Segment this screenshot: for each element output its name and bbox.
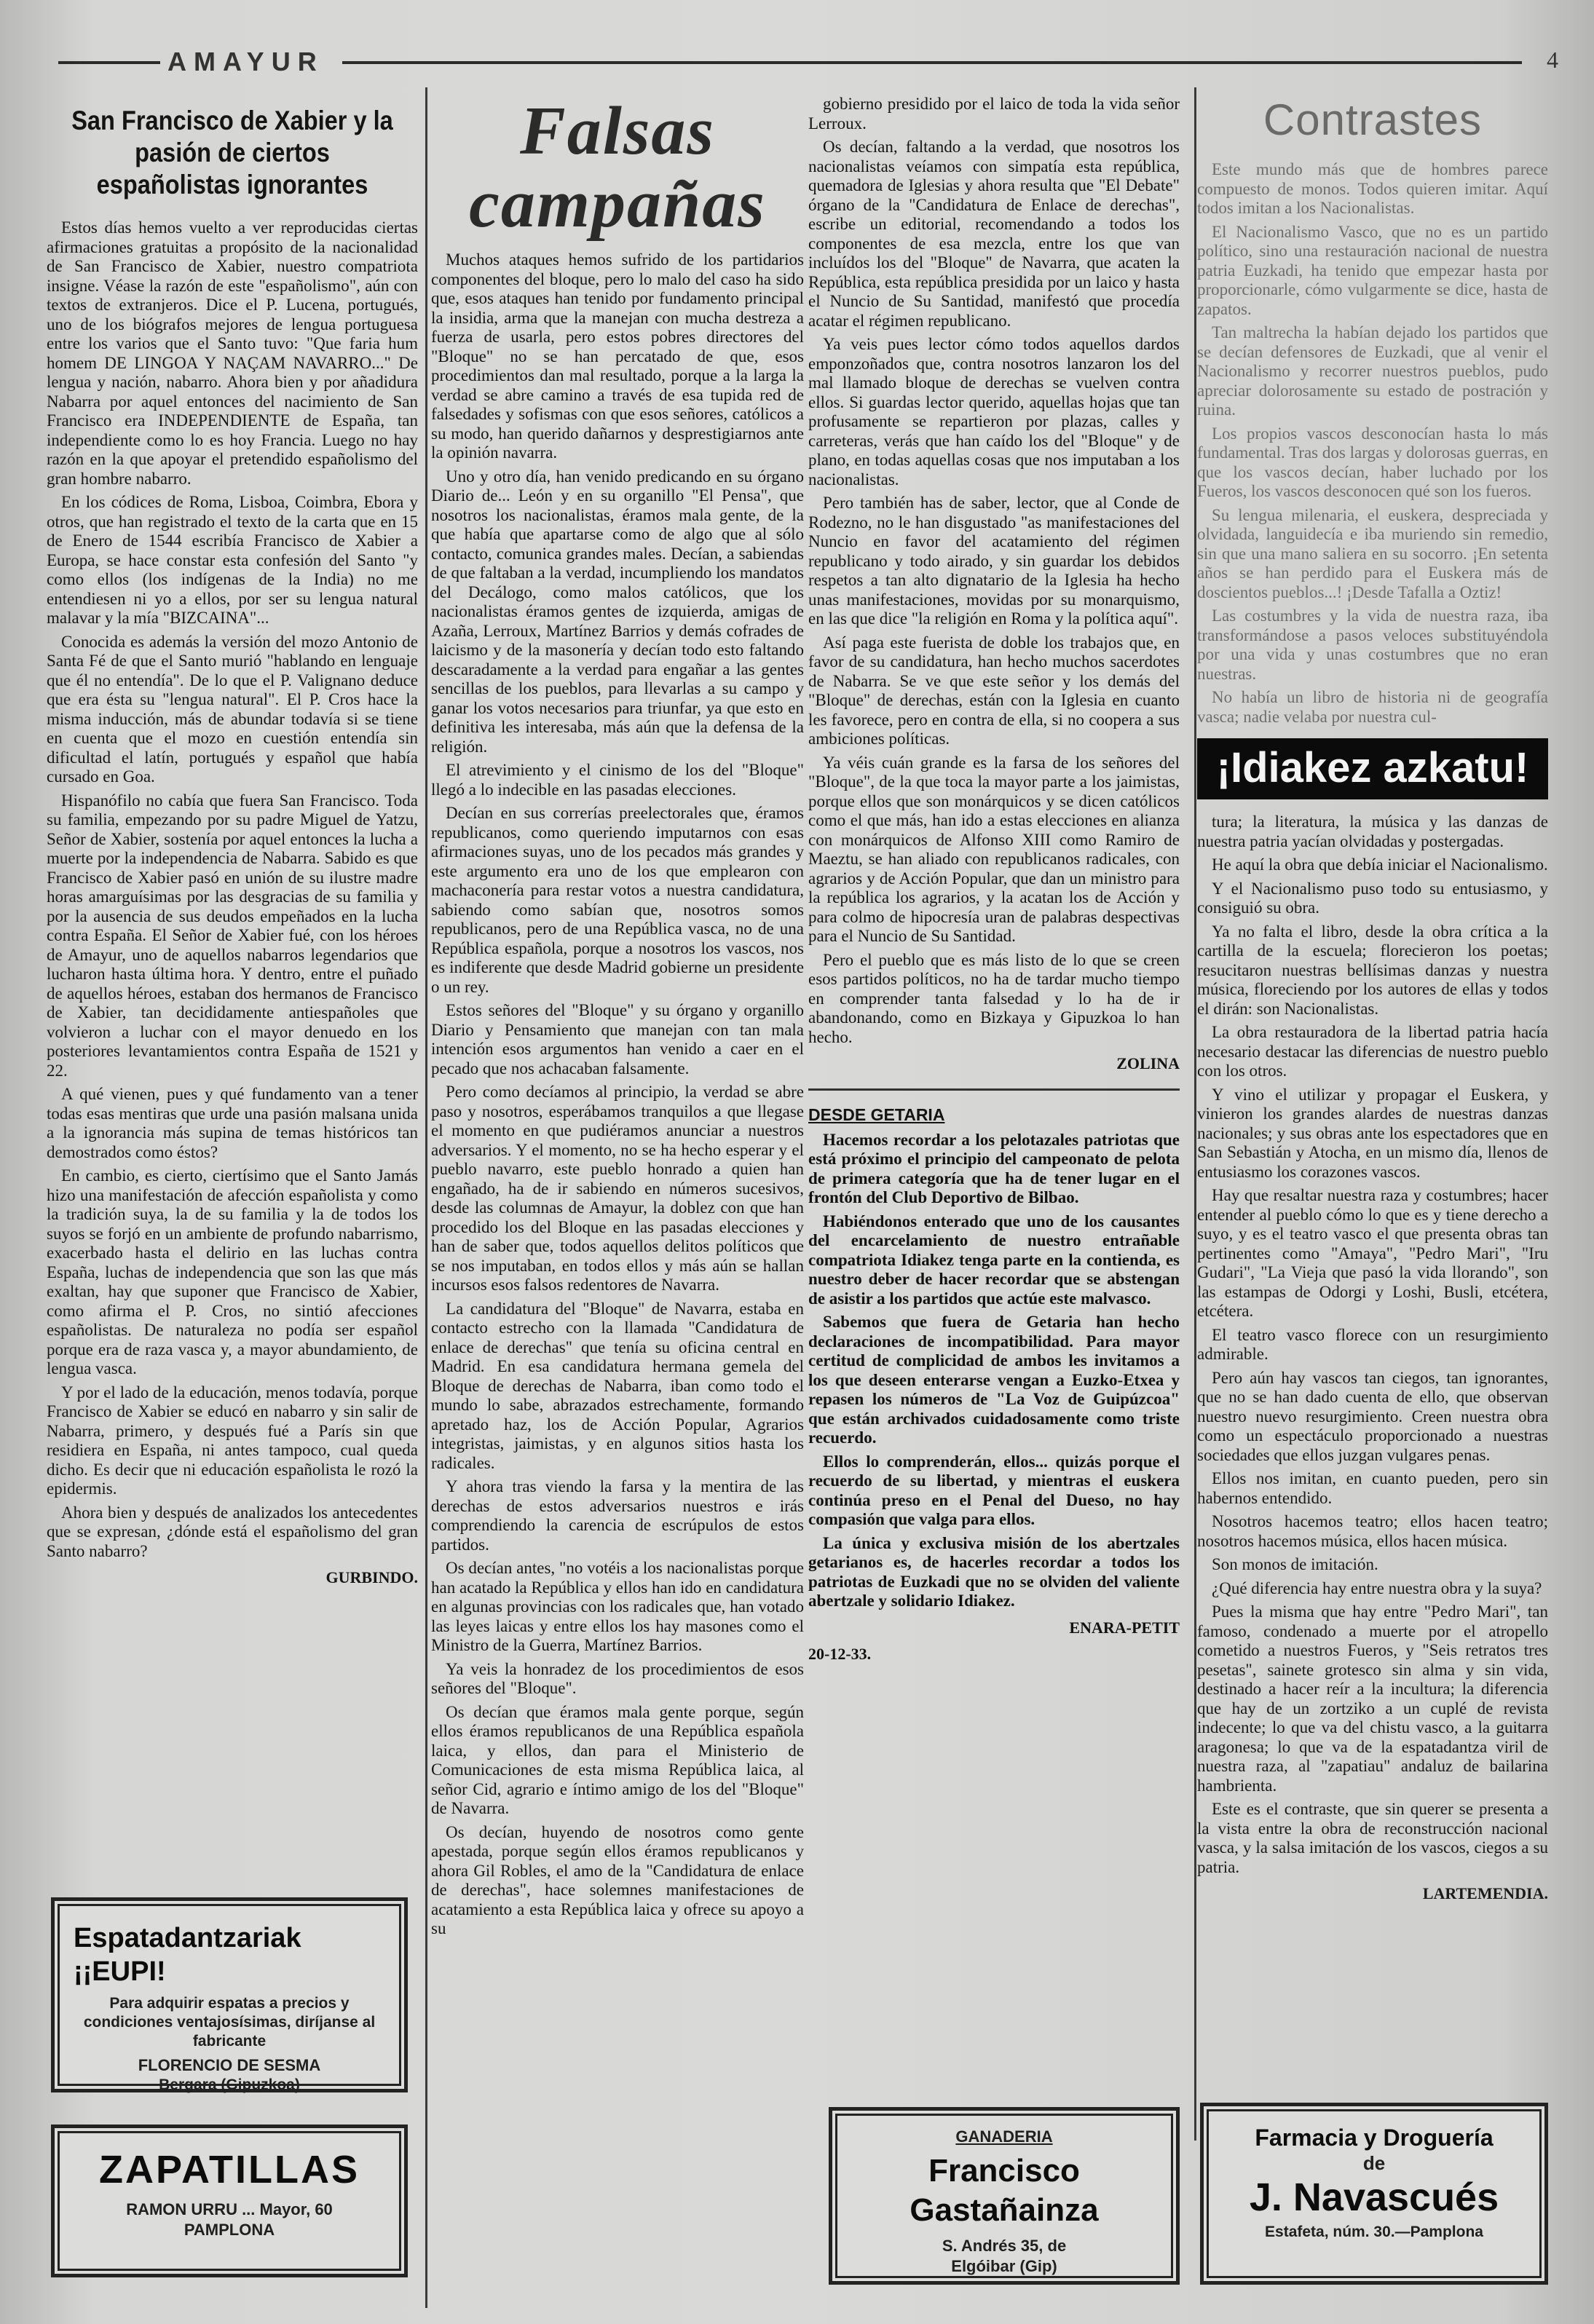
section-title: DESDE GETARIA [808, 1104, 945, 1124]
paragraph: Estos señores del "Bloque" y su órgano y organillo Diario y Pensamiento que manejan con tan mala intención esos argumentos han venido a caer en el pecado que nos achacaban falsamente. [431, 1001, 804, 1078]
page-number: 4 [1547, 47, 1558, 73]
article-signature: LARTEMENDIA. [1422, 1884, 1548, 1902]
ad-text: Bergara (Gipuzkoa) [159, 2076, 300, 2093]
article-headline: San Francisco de Xabier y la pasión de ciertos españolistas ignorantes [71, 106, 393, 199]
ad-text: GANADERIA [955, 2127, 1053, 2146]
paragraph: tura; la literatura, la música y las danzas de nuestra patria yacían olvidadas y postergadas. [1197, 813, 1548, 850]
ad-title: Farmacia y Droguería [1255, 2125, 1494, 2151]
paragraph: Sabemos que fuera de Getaria han hecho declaraciones de incompatibilidad. Para mayor certitud de complicidad de ambos les invitamos a los que deseen enterarse vengan a Euzko-Etxea y repasen los números de "La Voz de Guipúzcoa" que están archivados cuidadosamente como triste recuerdo. [808, 1313, 1180, 1447]
paragraph: Hacemos recordar a los pelotazales patriotas que está próximo el principio del campeonato de pelota de primera categoría que ha de tener lugar en el frontón del Club Deportivo de Bilbao. [808, 1130, 1180, 1206]
article-body [1197, 813, 1548, 1904]
article-body [431, 250, 804, 1939]
paragraph: Ya véis cuán grande es la farsa de los señores del "Bloque", de la que toca la mayor parte a los jaimistas, porque ellos que son monárquicos y se dicen católicos como el que más, han ido a estas elecciones en alianza con monárquicos de Alfonso XIII como Ramiro de Maeztu, se han aliado con republicanos radicales, con agrarios y de Acción Popular, que dan un ministro para la república los agrarios, y la acatan los de Acción y para colmo de hipocresía uran de palabras despectivas para el Nuncio de Su Santidad. [808, 753, 1180, 945]
paragraph: Ya veis pues lector cómo todos aquellos dardos emponzoñados que, contra nosotros lanzaron los del mal llamado bloque de derechas se vuelven contra ellos. Si guardas lector querido, aquellas hojas que tan profusamente se repartieron por plazas, calles y carreteras, verás que han caído los del "Bloque" y de plano, en todas aquellas cosas que nos imputaban a los nacionalistas. [808, 335, 1180, 489]
section-date: 20-12-33. [808, 1645, 872, 1663]
paragraph: Pero también has de saber, lector, que al Conde de Rodezno, no le han disgustado "as manifestaciones del Nuncio en favor del acatamiento del régimen republicano y todo airado, y sin guardar los debidos respetos a tan alto dignatario de la Iglesia ha hecho unas manifestaciones, movidas por su monarquismo, en las que dice "la religión en Roma y la política aquí". [808, 494, 1180, 628]
paragraph: Muchos ataques hemos sufrido de los partidarios componentes del bloque, pero lo malo del caso ha sido que, esos ataques han tenido por fundamento principal la insidia, arma que la manejan con mucha destreza a fuerza de usarla, pero estos pobres directores del "Bloque" no se han percatado de que, esos procedimientos dan mal resultado, porque a la larga la verdad se abre camino a través de esa tupida red de falsedades y sofismas con que esos señores, católicos a su modo, han querido dañarnos y desprestigiarnos ante la opinión navarra. [431, 250, 804, 462]
paragraph: He aquí la obra que debía iniciar el Nacionalismo. [1212, 855, 1548, 874]
paragraph: Ellos lo comprenderán, ellos... quizás porque el recuerdo de su libertad, y mientras el euskera continúa preso en el Penal del Dueso, no hay compasión que valga para ellos. [808, 1452, 1180, 1528]
advertisement-espatadantzariak [51, 1897, 408, 2092]
ad-title: Francisco Gastañainza [910, 2153, 1099, 2228]
paragraph: Os decían que éramos mala gente porque, según ellos éramos republicanos de una República española laica, y ellos, dan para el Ministerio de Comunicaciones de esta misma República laica, al señor Cid, agrario e íntimo amigo de los del "Bloque" de Navarra. [431, 1702, 804, 1817]
paragraph: Este mundo más que de hombres parece compuesto de monos. Todos quieren imitar. Aquí todos imitan a los Nacionalistas. [1197, 160, 1548, 217]
paragraph: Las costumbres y la vida de nuestra raza, iba transformándose a pasos veloces substituyéndola por una vida y unas costumbres que no eran nuestras. [1197, 606, 1548, 683]
column-3 [808, 95, 1180, 2155]
paragraph: Os decían antes, "no votéis a los nacionalistas porque han acatado la República y ellos han ido en candidatura en algunas provincias con los radicales que, han votado las leyes laicas y entre ellos los hay masones como el Ministro de la Guerra, Martínez Barrios. [431, 1559, 804, 1654]
paragraph: gobierno presidido por el laico de toda la vida señor Lerroux. [808, 95, 1180, 133]
paragraph: El teatro vasco florece con un resurgimiento admirable. [1197, 1325, 1548, 1363]
masthead-rule-left [58, 61, 160, 64]
paragraph: A qué vienen, pues y qué fundamento van a tener todas esas mentiras que urde una pasión malsana unida a la ignorancia más supina de temas históricos tan demostrados como éstos? [47, 1085, 418, 1161]
section-signature: ENARA-PETIT [1069, 1618, 1180, 1637]
paragraph: Tan maltrecha la habían dejado los partidos que se decían defensores de Euzkadi, que al venir el Nacionalismo y recorrer nuestros pueblos, pudo apreciar dolorosamente su estado de postración y ruina. [1197, 323, 1548, 419]
banner-headline: ¡Idiakez azkatu! [1197, 738, 1548, 799]
advertisement-navascues [1200, 2103, 1548, 2285]
paragraph: Así paga este fuerista de doble los trabajos que, en favor de su candidatura, han hecho muchos sacerdotes de Nabarra. Se ve que este señor y los demás del "Bloque" de derechas, están con la Iglesia en cuanto les favorece, pero en contra de ella, si no coopera a sus ambiciones políticas. [808, 633, 1180, 748]
ad-text: FLORENCIO DE SESMA [138, 2056, 321, 2074]
paragraph: Pero aún hay vascos tan ciegos, tan ignorantes, que no se han dado cuenta de ello, que observan nuestro nuevo resurgimiento. Creen nuestra obra como un espectáculo proporcionado a nuestras sociedades que ellos juzgan vulgares penas. [1197, 1368, 1548, 1464]
article-signature: ZOLINA [1116, 1054, 1180, 1072]
paragraph: Pero el pueblo que es más listo de lo que se creen esos partidos políticos, no ha de tardar mucho tiempo en comprender tanta falsedad y lo ha de ir abandonando, como en Bizkaya y Gipuzkoa lo han hecho. [808, 950, 1180, 1046]
paragraph: Ya veis la honradez de los procedimientos de esos señores del "Bloque". [431, 1659, 804, 1697]
paragraph: La única y exclusiva misión de los abertzales getarianos es, de hacerles recordar a todos los patriotas de Euzkadi que no se olviden del valiente abertzale y solidario Idiakez. [808, 1533, 1180, 1610]
ad-text: RAMON URRU ... Mayor, 60 [126, 2200, 333, 2218]
paragraph: Y ahora tras viendo la farsa y la mentira de las derechas de estos adversarios nuestros e irás comprendiendo la carencia de escrúpulos de estos partidos. [431, 1477, 804, 1554]
ad-title: Espatadantzariak ¡¡EUPI! [74, 1923, 301, 1987]
advertisement-gastanainza [829, 2107, 1180, 2285]
paragraph: Ellos nos imitan, en cuanto pueden, pero sin habernos entendido. [1197, 1469, 1548, 1507]
paragraph: Conocida es además la versión del mozo Antonio de Santa Fé de que el Santo murió "hablando en lenguaje que él no entendía". De lo que el P. Valignano deduce que era ésta su "lengua natural". El P. Cros hace la misma inducción, más de abundar todavía si se tiene en cuenta que el mozo en cuestión entendía sin dificultad el latín, portugués y español que había cursado en Goa. [47, 632, 418, 786]
section-body [808, 1131, 1180, 1664]
paragraph: ¿Qué diferencia hay entre nuestra obra y la suya? [1212, 1578, 1542, 1597]
paragraph: No había un libro de historia ni de geografía vasca; nadie velaba por nuestra cul- [1197, 688, 1548, 726]
paragraph: Ahora bien y después de analizados los antecedentes que se expresan, ¿dónde está el españolismo del gran Santo nabarro? [47, 1503, 418, 1560]
paragraph: La candidatura del "Bloque" de Navarra, estaba en contacto estrecho con la llamada "Candidatura de enlace de derechas" que tenía su oficina central en Madrid. En esa candidatura hermana gemela del Bloque de derechas de Nabarra, iban como todo el mundo lo sabe, abrazados estrechamente, formando apretado haz, los de Acción Popular, Agrarios integristas, jaimistas, y en algunos sitios hasta los radicales. [431, 1299, 804, 1472]
paragraph: Su lengua milenaria, el euskera, despreciada y olvidada, languidecía e iba muriendo sin remedio, sin que una mano saliera en su socorro. ¡En setenta años se han perdido para el Euskera más de doscientos pueblos...! ¡Desde Tafalla a Oztiz! [1197, 505, 1548, 601]
ad-text: PAMPLONA [184, 2221, 275, 2239]
ad-text: Para adquirir espatas a precios y condiciones ventajosísimas, diríjanse al fabricante [83, 1995, 376, 2050]
paragraph: Y el Nacionalismo puso todo su entusiasmo, y consiguió su obra. [1197, 879, 1548, 917]
paragraph: Ya no falta el libro, desde la obra crítica a la cartilla de la escuela; florecieron los poetas; resucitaron nuestras bellísimas danzas y nuestra música, floreciendo por los autores de ellas y todos el dirán: son Nacionalistas. [1197, 922, 1548, 1018]
column-4 [1197, 95, 1548, 2060]
article-body-continued [808, 95, 1180, 1074]
paragraph: Decían en sus correrías preelectorales que, éramos republicanos, como queriendo imputarnos con esas afirmaciones suyas, uno de los pecados más grandes y este argumento era uno de los que emplearon con machaconería para restar votos a nuestra candidatura, sabiendo como sabían que, nosotros somos republicanos, pero de una República vasca, no de una República española, porque a nosotros los vascos, nos es indiferente que desde Madrid gobierne un presidente o un rey. [431, 804, 804, 996]
paragraph: Nosotros hacemos teatro; ellos hacen teatro; nosotros hacemos música, ellos hacen música. [1197, 1512, 1548, 1550]
ad-text: Elgóibar (Gip) [951, 2257, 1057, 2275]
article-headline: Falsas campañas [469, 95, 766, 242]
masthead [58, 47, 1558, 79]
paragraph: El Nacionalismo Vasco, que no es un partido político, sino una restauración nacional de nuestra patria Euzkadi, ha tenido que empezar hasta por proporcionarle, cómo vulgarmente se dice, hasta de zapatos. [1197, 222, 1548, 318]
paragraph: La obra restauradora de la libertad patria hacía necesario destacar las diferencias de nuestro pueblo con los otros. [1197, 1023, 1548, 1080]
column-2 [431, 95, 804, 2293]
paragraph: Hispanófilo no cabía que fuera San Francisco. Toda su familia, empezando por su padre Miguel de Yatzu, Señor de Xabier, sostenía por aquel entonces la lucha a muerte por la independencia de Nabarra. Sabido es que Francisco de Xabier pasó en unión de su ilustre madre horas amarguísimas por las desgracias de su familia y por la ausencia de sus deudos empeñados en la lucha contra España. El Señor de Xabier fué, con los héroes de Amayur, uno de aquellos nabarros legendarios que lucharon hasta última hora. Y dentro, entre el puñado de aquellos héroes, estaban dos hermanos de Francisco de Xabier, tan decididamente antiespañoles que volvieron a luchar con el mayor denuedo en los posteriores levantamientos contra España de 1521 y 22. [47, 791, 418, 1080]
article-body [47, 218, 418, 1588]
paragraph: Y vino el utilizar y propagar el Euskera, y vinieron los grandes alardes de nuestras danzas nacionales; y sus obras ante los espectadores que en San Sebastián y Atocha, en un mismo día, llenos de entusiasmo los corazones vascos. [1197, 1085, 1548, 1181]
ad-title: J. Navascués [1249, 2175, 1499, 2219]
paragraph: En los códices de Roma, Lisboa, Coimbra, Ebora y otros, que han registrado el texto de la carta que en 15 de Enero de 1544 escribía Francisco de Xabier a Europa, se hace constar esta confesión del Santo "y como ellos (los indígenas de la India) no me entendiesen ni yo a ellos, por ser su lengua natural malavar y la mía "BIZCAINA"... [47, 493, 418, 627]
paragraph: Habiéndonos enterado que uno de los causantes del encarcelamiento de nuestro entrañable compatriota Idiakez tenga parte en la contienda, es nuestro deber de hacer recordar que se abstengan de asistir a los partidos que actúe este malvasco. [808, 1212, 1180, 1308]
column-1 [47, 95, 418, 1871]
column-divider [425, 87, 427, 2308]
column-divider [1194, 87, 1196, 2141]
ad-text: Estafeta, núm. 30.—Pamplona [1265, 2224, 1483, 2240]
article-signature: GURBINDO. [325, 1568, 418, 1586]
ad-title: ZAPATILLAS [99, 2148, 360, 2191]
section-divider [808, 1088, 1180, 1091]
masthead-rule-right [342, 61, 1522, 64]
paragraph: En cambio, es cierto, ciertísimo que el Santo Jamás hizo una manifestación de afección españolista y como la tradición suya, la de su familia y la de todos los suyos se forjó en un ambiente de profundo nabarrismo, exacerbado hasta el delirio en las luchas contra España, luchas de independencia que son las que más exaltan, hay que suponer que Francisco de Xabier, como afirma el P. Cros, no sintió afecciones españolistas. De naturaleza no podía ser español porque era de raza vasca y, a mayor abundamiento, de lengua vasca. [47, 1166, 418, 1378]
paragraph: Hay que resaltar nuestra raza y costumbres; hacer entender al pueblo cómo lo que es y tiene derecho a suyo, y es el teatro vasco el que presenta obras tan pertinentes como "Amaya", "Pedro Mari", "Iru Gudari", "La Vieja que pasó la vida llorando", son las estampas de Odorgi y Loshi, Busli, etcétera, etcétera. [1197, 1186, 1548, 1320]
article-body [1197, 160, 1548, 727]
paragraph: Pues la misma que hay entre "Pedro Mari", tan famoso, condenado a muerte por el atropello cometido a nuestros Fueros, y "Seis retratos tres pesetas", sainete grotesco sin alma y sin vida, destinado a hacer reír a la incultura; la diferencia que hay de un zortziko a un cuplé de revista indecente; lo que va del chistu vasco, a la guitarra aragonesa; lo que va de la espatadantza viril de nuestra raza, al "zapatiau" andaluz de bailarina hambrienta. [1197, 1602, 1548, 1795]
paragraph: Los propios vascos desconocían hasta lo más fundamental. Tras dos largas y dolorosas guerras, en que los vascos decían, haber luchado por los Fueros, los vascos desconocen qué son los fueros. [1197, 424, 1548, 500]
paragraph: Este es el contraste, que sin querer se presenta a la vista entre la obra de reconstrucción nacional vasca, y la salsa imitación de los vascos, ciegos a su patria. [1197, 1800, 1548, 1876]
masthead-title: AMAYUR [167, 47, 324, 76]
paragraph: Estos días hemos vuelto a ver reproducidas ciertas afirmaciones gratuitas a propósito de la nacionalidad de San Francisco de Xabier, nuestro compatriota insigne. Véase la razón de este "españolismo", aún con textos de extranjeros. Dice el P. Lucena, portugués, uno de los biógrafos mejores de lengua portuguesa entre los varios que el Santo tuvo: "Que faria hum homem DE LINGOA Y NAÇAM NAVARRO..." De lengua y nación, nabarro. Ahora bien y por añadidura Nabarra por aquel entonces del nacimiento de San Francisco era INDEPENDIENTE de España, tan independiente como lo es hoy Francia. Luego no hay razón en la que apoyar el pretendido españolismo del gran hombre nabarro. [47, 218, 418, 488]
ad-text: S. Andrés 35, de [942, 2237, 1067, 2255]
ad-text: de [1362, 2152, 1386, 2174]
article-headline: Contrastes [1263, 95, 1483, 144]
paragraph: Pero como decíamos al principio, la verdad se abre paso y nosotros, esperábamos tranquilos a que llegase el momento en que pudiéramos anunciar a nuestros adversarios. Y el momento, no se ha hecho esperar y el pueblo navarro, este pueblo honrado a quien han engañado, ha de ir sabiendo en números sucesivos, desde las columnas de Amayur, la doblez con que han procedido los del Bloque en las pasadas elecciones y han de saber que, todos aquellos delitos políticos que se nos imputaban, en todos ellos y más aún se hallan incursos esos falsos redentores de Navarra. [431, 1083, 804, 1294]
advertisement-zapatillas [51, 2125, 408, 2277]
paragraph: Uno y otro día, han venido predicando en su órgano Diario de... León y en su organillo "El Pensa", que nosotros los nacionalistas, éramos mala gente, de la que había que apartarse como de algo que al sólo contacto, comunica grandes males. Decían, a sabiendas de que faltaban a la verdad, incumpliendo los mandatos del Decálogo, como malos católicos, que los nacionalistas éramos gentes de izquierda, amigas de Azaña, Lerroux, Martínez Barrios y demás cofrades de laicismo y de la masonería y decían todo esto faltando descaradamente a la verdad para engañar a las gentes sencillas de los pueblos, para llevarlas a su campo y ganar los votos necesarios para triunfar, ya que esto en definitiva les interesaba, más aún que la defensa de la religión. [431, 467, 804, 756]
paragraph: Os decían, huyendo de nosotros como gente apestada, porque según ellos éramos republicanos y ahora Gil Robles, el amo de la "Candidatura de enlace de derechas", hace solemnes manifestaciones de acatamiento a esta República laica y ofrece su apoyo a su [431, 1822, 804, 1937]
paragraph: Y por el lado de la educación, menos todavía, porque Francisco de Xabier se educó en nabarro y sin salir de Nabarra, primero, y después fué a París sin que residiera en España, ni antes tampoco, cual queda dicho. Es decir que ni educación españolista le rozó la epidermis. [47, 1383, 418, 1498]
paragraph: El atrevimiento y el cinismo de los del "Bloque" llegó a lo indecible en las pasadas elecciones. [431, 761, 804, 799]
paragraph: Os decían, faltando a la verdad, que nosotros los nacionalistas veíamos con simpatía esta república, quemadora de Iglesias y ahora resulta que "El Debate" órgano de la "Candidatura de Enlace de derechas", escribe un editorial, recomendando a todos los componentes de esa mezcla, entre los que van incluídos los del "Bloque" de Navarra, que acaten la República, esta república presidida por un laico y hasta el Nuncio de Su Santidad, manifestó que procedía acatar el régimen republicano. [808, 138, 1180, 330]
paragraph: Son monos de imitación. [1212, 1555, 1378, 1573]
